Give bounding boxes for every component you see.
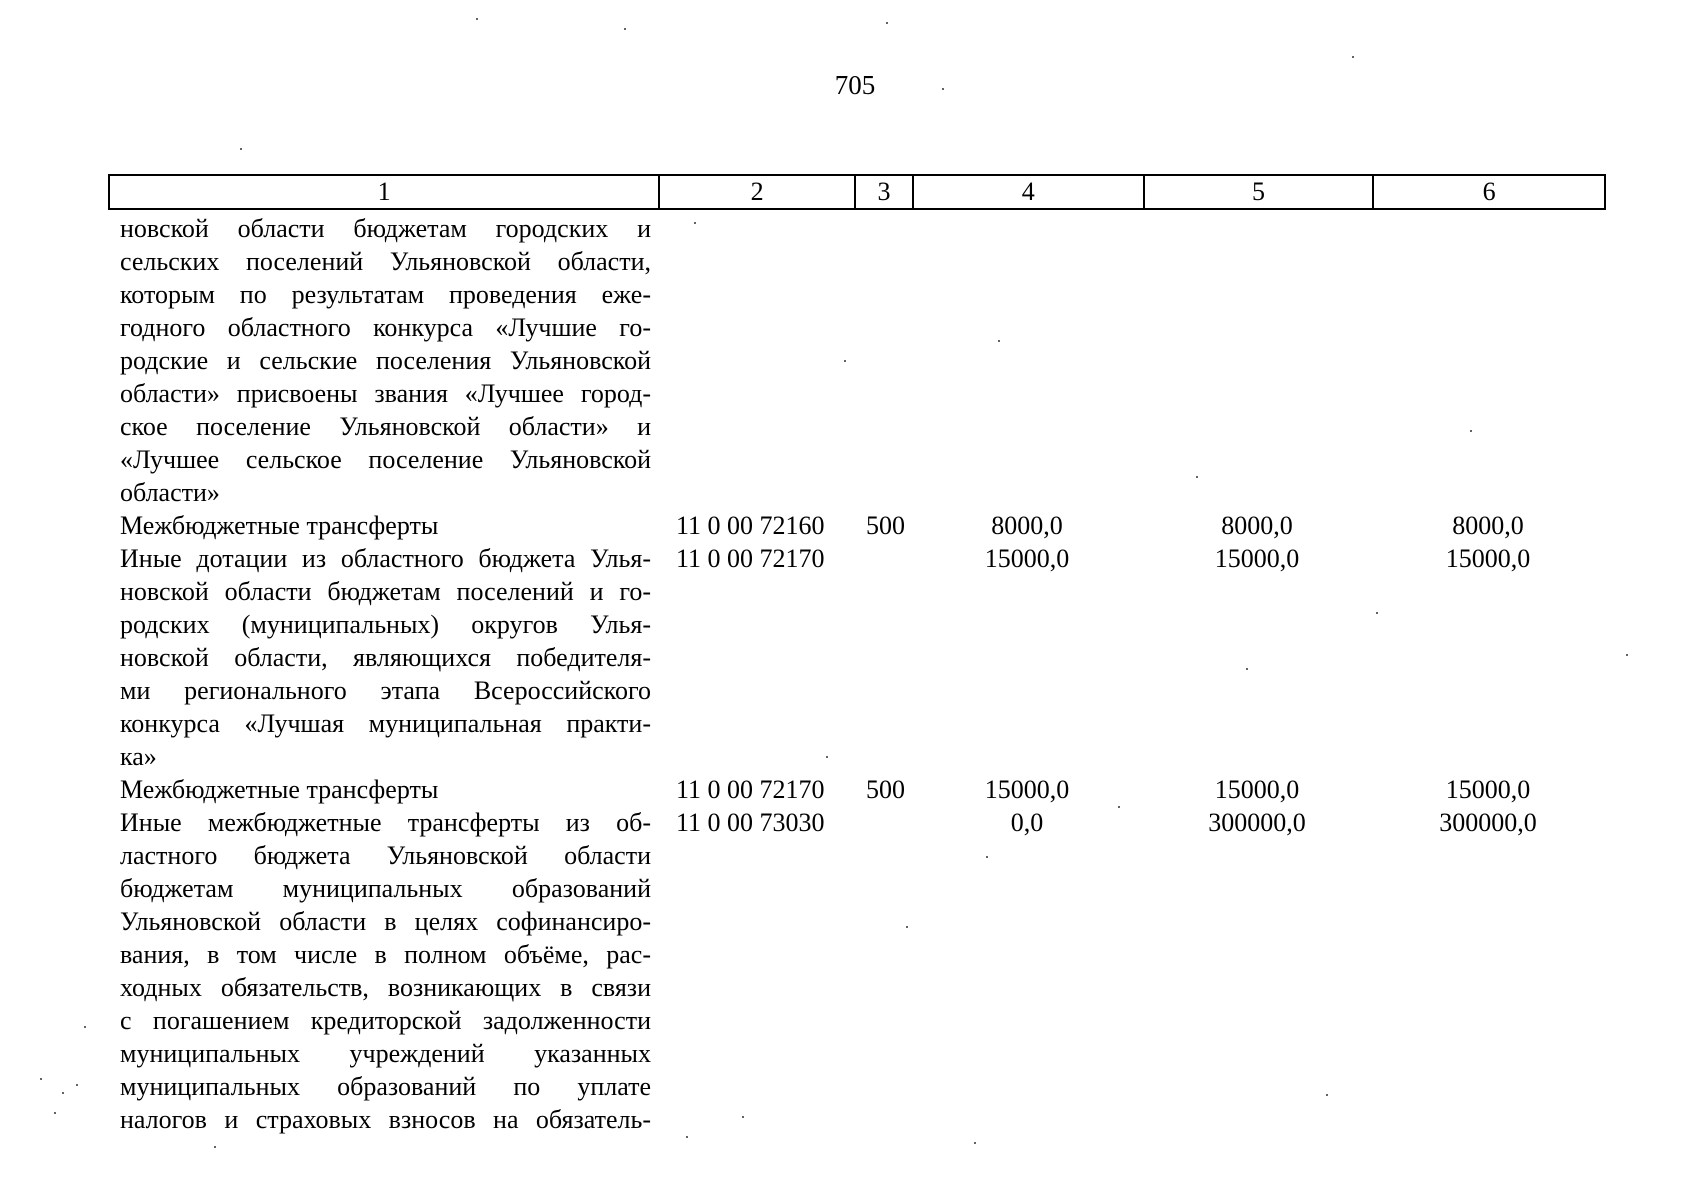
value-col-6: 8000,0 [1452,511,1524,540]
description-line: конкурса «Лучшая муниципальная практи- [120,709,651,738]
description-line: Иные дотации из областного бюджета Улья- [120,544,651,573]
value-col-6: 300000,0 [1439,808,1537,837]
header-col-5: 5 [1145,176,1375,208]
row-description [120,509,651,542]
description-line: Ульяновской области в целях софинансиро- [120,907,651,936]
code-cell: 11 0 00 73030 [676,808,825,837]
value-col-6: 15000,0 [1445,775,1531,804]
description-line: бюджетам муниципальных образований [120,874,651,903]
description-line: Межбюджетные трансферты [120,775,439,804]
description-line: родские и сельские поселения Ульяновской [120,346,651,375]
description-line: налогов и страховых взносов на обязатель- [120,1105,651,1134]
description-line: муниципальных учреждений указанных [120,1039,651,1068]
header-col-1: 1 [110,176,660,208]
description-line: новской области, являющихся победителя- [120,643,651,672]
header-col-3: 3 [856,176,914,208]
description-line: ка» [120,742,157,771]
description-line: области» присвоены звания «Лучшее город- [120,379,651,408]
description-line: годного областного конкурса «Лучшие го- [120,313,651,342]
table-header [108,174,1606,210]
description-line: вания, в том числе в полном объёме, рас- [120,940,651,969]
description-line: родских (муниципальных) округов Улья- [120,610,651,639]
header-col-4: 4 [914,176,1145,208]
description-line: области» [120,478,220,507]
code-cell: 11 0 00 72170 [676,775,825,804]
type-cell: 500 [866,775,905,804]
row-description [120,212,651,509]
row-description [120,806,651,1136]
code-cell: 11 0 00 72160 [676,511,825,540]
value-col-5: 15000,0 [1214,775,1300,804]
value-col-5: 15000,0 [1214,544,1300,573]
description-line: ми регионального этапа Всероссийского [120,676,651,705]
description-line: ское поселение Ульяновской области» и [120,412,651,441]
description-line: новской области бюджетам городских и [120,214,651,243]
type-cell: 500 [866,511,905,540]
value-col-4: 8000,0 [991,511,1063,540]
value-col-5: 8000,0 [1221,511,1293,540]
description-line: муниципальных образований по уплате [120,1072,651,1101]
description-line: ластного бюджета Ульяновской области [120,841,651,870]
value-col-6: 15000,0 [1445,544,1531,573]
header-col-6: 6 [1482,177,1496,206]
description-line: с погашением кредиторской задолженности [120,1006,651,1035]
description-line: «Лучшее сельское поселение Ульяновской [120,445,651,474]
description-line: ходных обязательств, возникающих в связи [120,973,651,1002]
value-col-4: 0,0 [1010,808,1044,837]
page-number: 705 [834,70,876,100]
description-line: Межбюджетные трансферты [120,511,439,540]
description-line: которым по результатам проведения еже- [120,280,651,309]
row-description [120,542,651,773]
description-line: Иные межбюджетные трансферты из об- [120,808,651,837]
description-line: сельских поселений Ульяновской области, [120,247,651,276]
code-cell: 11 0 00 72170 [676,544,825,573]
row-description [120,773,651,806]
value-col-4: 15000,0 [984,775,1070,804]
header-col-2: 2 [660,176,856,208]
value-col-4: 15000,0 [984,544,1070,573]
description-line: новской области бюджетам поселений и го- [120,577,651,606]
value-col-5: 300000,0 [1208,808,1306,837]
